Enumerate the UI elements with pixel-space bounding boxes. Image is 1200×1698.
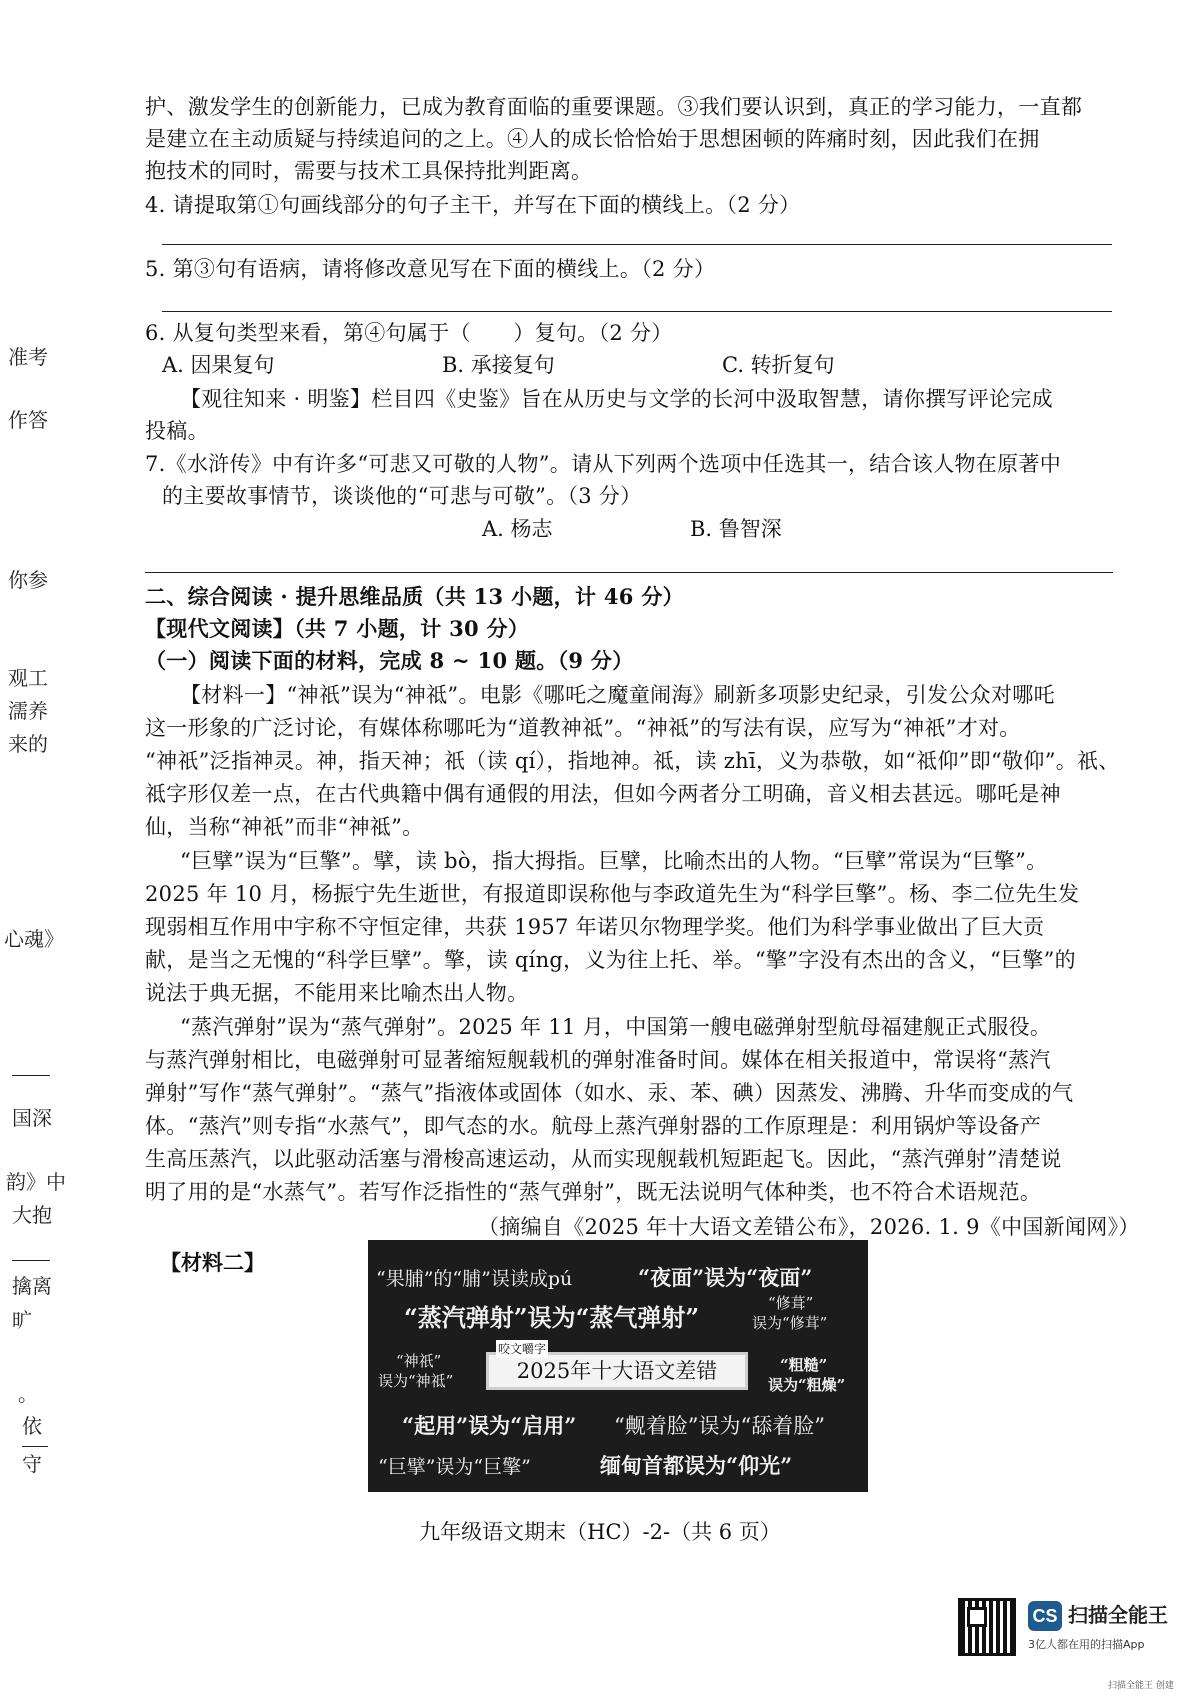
material-1-line: 明了用的是“水蒸气”。若写作泛指性的“蒸气弹射”，既无法说明气体种类，也不符合术语规范。 [145, 1180, 1042, 1204]
margin-rule [12, 1075, 50, 1076]
qr-code-icon [958, 1598, 1016, 1656]
q6-option-a[interactable]: A. 因果复句 [162, 353, 275, 377]
paragraph-line: 是建立在主动质疑与持续追问的之上。④人的成长恰恰始于思想困顿的阵痛时刻，因此我们在拥 [145, 127, 1040, 151]
paragraph-line: 护、激发学生的创新能力，已成为教育面临的重要课题。③我们要认识到，真正的学习能力，一直都 [145, 95, 1083, 119]
margin-rule [22, 1446, 48, 1447]
margin-text: 。 [18, 1382, 38, 1406]
material-2-label: 【材料二】 [160, 1250, 265, 1275]
camscanner-logo: CS [1028, 1601, 1062, 1631]
page-footer: 九年级语文期末（HC）-2-（共 6 页） [419, 1520, 781, 1544]
material-1-line: 【材料一】“神祇”误为“神祗”。电影《哪吒之魔童闹海》刷新多项影史纪录，引发公众对哪吒 [180, 683, 1055, 707]
scanner-credit: 扫描全能王 创建 [1108, 1681, 1174, 1691]
margin-text: 准考 [8, 345, 48, 369]
image-text: “修葺” [768, 1294, 814, 1312]
margin-text: 你参 [8, 568, 48, 592]
scanner-tagline: 3亿人都在用的扫描App [1028, 1638, 1145, 1651]
material-1-line: 生高压蒸汽，以此驱动活塞与滑梭高速运动，从而实现舰载机短距起飞。因此，“蒸汽弹射”清楚说 [145, 1147, 1062, 1171]
source-citation: （摘编自《2025 年十大语文差错公布》，2026. 1. 9《中国新闻网》） [478, 1215, 1140, 1239]
material-1-line: 祗字形仅差一点，在古代典籍中偶有通假的用法，但如今两者分工明确，音义相去甚远。哪吒是神 [145, 782, 1061, 806]
image-text: “果脯”的“脯”误读成pú [376, 1268, 573, 1290]
q6-option-b[interactable]: B. 承接复句 [442, 353, 555, 377]
material-1-line: “蒸汽弹射”误为“蒸气弹射”。2025 年 11 月，中国第一艘电磁弹射型航母福建舰正式服役。 [180, 1015, 1052, 1039]
part-1-instruction: （一）阅读下面的材料，完成 8 ~ 10 题。（9 分） [145, 648, 634, 673]
material-1-line: 体。“蒸汽”则专指“水蒸气”，即气态的水。航母上蒸汽弹射器的工作原理是：利用锅炉等设备产 [145, 1114, 1042, 1138]
margin-text: 濡养 [8, 699, 48, 723]
q7-option-b[interactable]: B. 鲁智深 [690, 517, 782, 541]
question-5: 5. 第③句有语病，请将修改意见写在下面的横线上。（2 分） [145, 257, 716, 281]
image-text: 误为“神祗” [378, 1372, 454, 1390]
image-text: “觍着脸”误为“舔着脸” [614, 1414, 825, 1438]
material-1-line: “巨擘”误为“巨擎”。擘，读 bò，指大拇指。巨擘，比喻杰出的人物。“巨擘”常误为“巨擎”。 [180, 849, 1048, 873]
material-1-line: 与蒸汽弹射相比，电磁弹射可显著缩短舰载机的弹射准备时间。媒体在相关报道中，常误将“蒸汽 [145, 1048, 1051, 1072]
image-text: “起用”误为“启用” [402, 1413, 577, 1438]
image-text: “巨擘”误为“巨擎” [378, 1456, 531, 1478]
material-1-line: 弹射”写作“蒸气弹射”。“蒸气”指液体或固体（如水、汞、苯、碘）因蒸发、沸腾、升华而变成的气 [145, 1081, 1074, 1105]
q6-option-c[interactable]: C. 转折复句 [722, 353, 835, 377]
answer-line-7[interactable] [145, 572, 1113, 573]
image-text: 缅甸首都误为“仰光” [600, 1453, 793, 1478]
image-text: “粗糙” [780, 1356, 828, 1374]
margin-text: 国深 [12, 1106, 52, 1130]
question-7-cont: 的主要故事情节，谈谈他的“可悲与可敬”。（3 分） [162, 484, 642, 508]
image-text: “夜面”误为“夜面” [638, 1265, 813, 1290]
margin-text: 来的 [8, 732, 48, 756]
margin-text: 依 [22, 1414, 42, 1438]
answer-line-5[interactable] [162, 311, 1112, 312]
material-1-line: 仙，当称“神祇”而非“神祗”。 [145, 815, 424, 839]
margin-text: 旷 [12, 1308, 32, 1332]
material-1-line: 这一形象的广泛讨论，有媒体称哪吒为“道教神祗”。“神祗”的写法有误，应写为“神祇”才对。 [145, 716, 1021, 740]
scanner-app-name: 扫描全能王 [1068, 1603, 1168, 1627]
image-text: “蒸汽弹射”误为“蒸气弹射” [404, 1303, 700, 1332]
material-2-image [368, 1240, 868, 1492]
material-1-line: 2025 年 10 月，杨振宁先生逝世，有报道即误称他与李政道先生为“科学巨擎”。杨、李二位先生发 [145, 882, 1080, 906]
margin-text: 心魂》 [4, 927, 64, 951]
image-text: 误为“修茸” [752, 1314, 828, 1332]
margin-text: 作答 [8, 408, 48, 432]
q7-option-a[interactable]: A. 杨志 [482, 517, 553, 541]
margin-text: 守 [22, 1452, 42, 1476]
column-intro-cont: 投稿。 [145, 419, 209, 443]
material-1-line: “神祇”泛指神灵。神，指天神；祇（读 qí），指地神。祗，读 zhī，义为恭敬，如“祗仰”即“敬仰”。祇、 [145, 749, 1120, 773]
margin-text: 擒离 [12, 1274, 52, 1298]
question-7: 7.《水浒传》中有许多“可悲又可敬的人物”。请从下列两个选项中任选其一，结合该人物在原著中 [145, 452, 1062, 476]
answer-line-4[interactable] [162, 244, 1112, 245]
margin-rule [12, 1260, 50, 1261]
section-2-title: 二、综合阅读 · 提升思维品质（共 13 小题，计 46 分） [145, 584, 684, 609]
image-text: 误为“粗燥” [768, 1376, 846, 1394]
margin-text: 大抱 [12, 1203, 52, 1227]
material-1-line: 说法于典无据，不能用来比喻杰出人物。 [145, 981, 529, 1005]
modern-reading-heading: 【现代文阅读】（共 7 小题，计 30 分） [145, 616, 530, 641]
material-2-banner: 2025年十大语文差错 [486, 1352, 748, 1390]
image-stamp: 咬文嚼字 [497, 1342, 546, 1356]
margin-text: 韵》中 [6, 1170, 66, 1194]
question-6: 6. 从复句类型来看，第④句属于（ ）复句。（2 分） [145, 321, 673, 345]
image-text: “神祇” [396, 1352, 442, 1370]
paragraph-line: 抱技术的同时，需要与技术工具保持批判距离。 [145, 159, 593, 183]
material-1-line: 现弱相互作用中宇称不守恒定律，共获 1957 年诺贝尔物理学奖。他们为科学事业做出了巨大贡 [145, 915, 1045, 939]
material-1-line: 献，是当之无愧的“科学巨擘”。擎，读 qíng，义为往上托、举。“擎”字没有杰出的含义，“巨擎”的 [145, 948, 1076, 972]
margin-text: 观工 [8, 666, 48, 690]
column-intro: 【观往知来 · 明鉴】栏目四《史鉴》旨在从历史与文学的长河中汲取智慧，请你撰写评论完成 [180, 387, 1053, 411]
question-4: 4. 请提取第①句画线部分的句子主干，并写在下面的横线上。（2 分） [145, 193, 801, 217]
